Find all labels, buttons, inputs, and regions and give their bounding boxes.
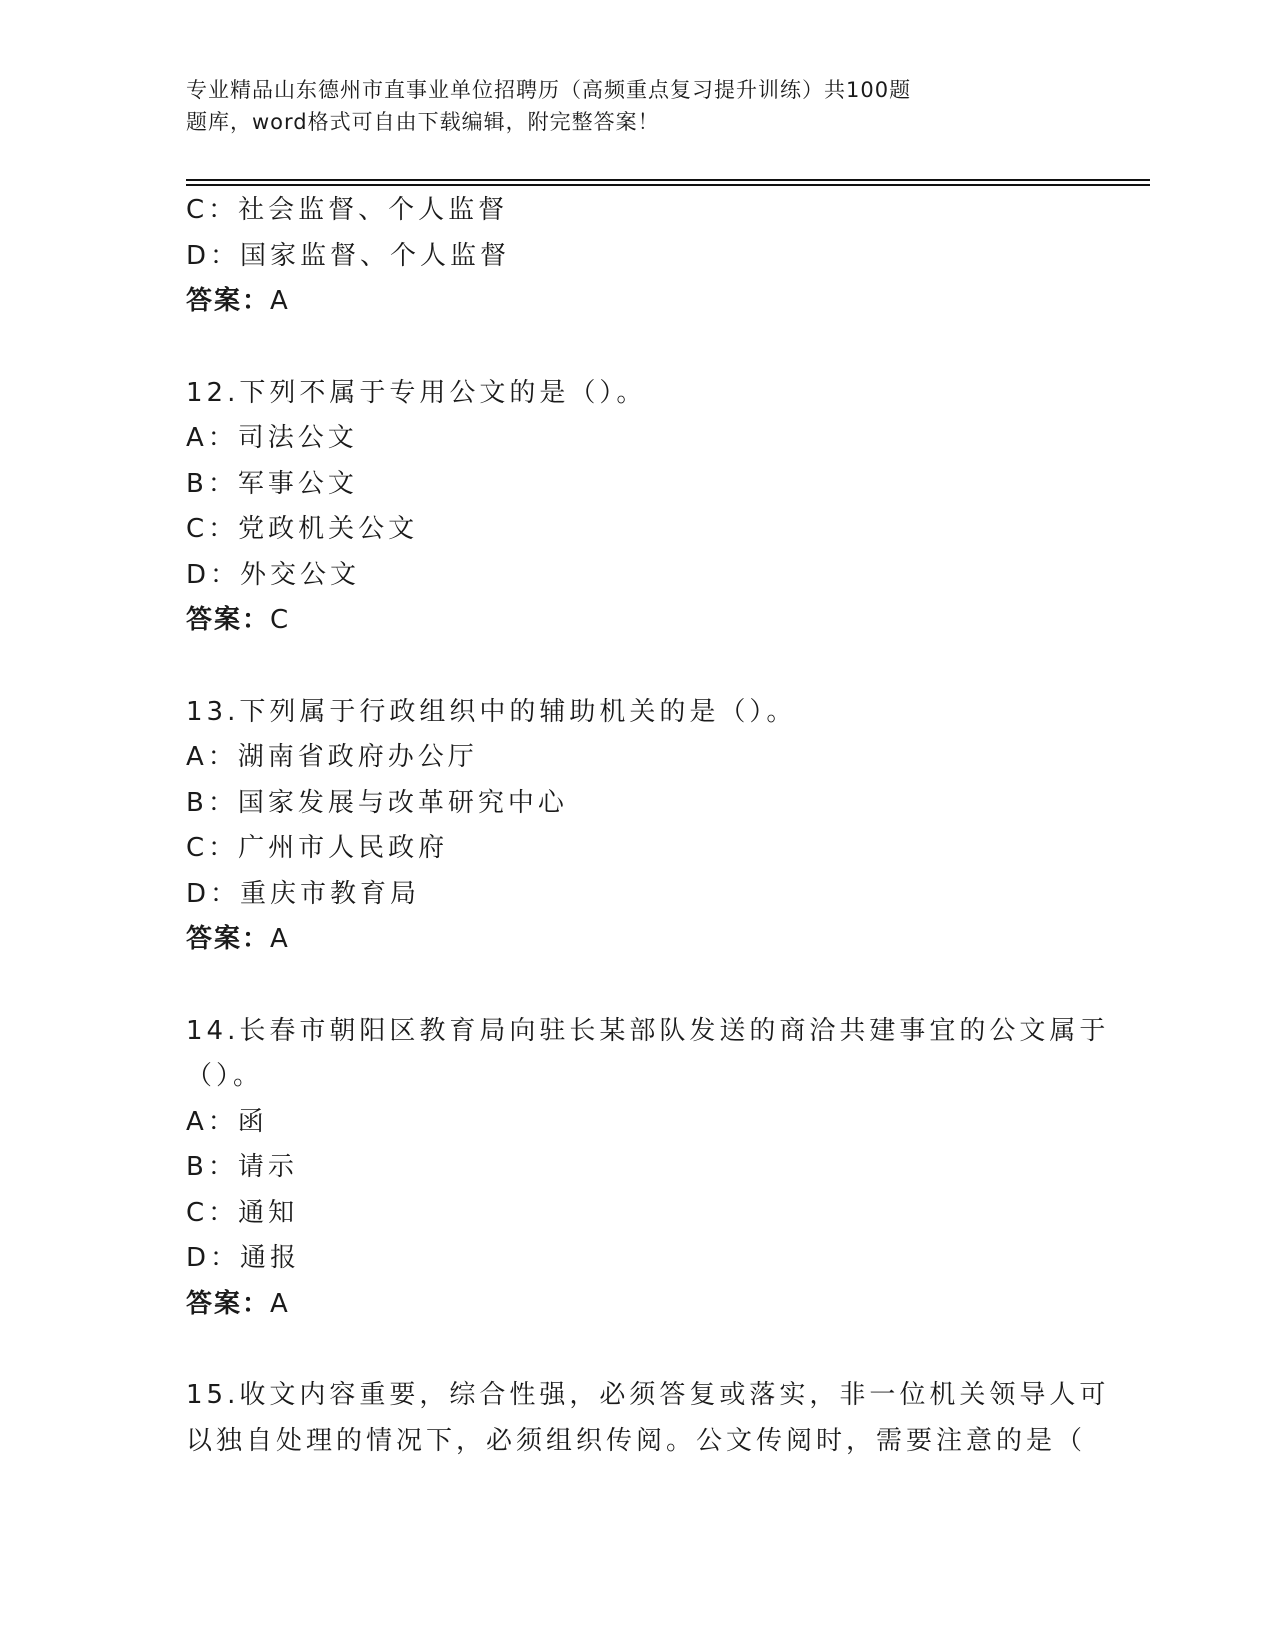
option-a: A：湖南省政府办公厅 <box>186 742 478 772</box>
answer-value: A <box>270 924 290 954</box>
question-content <box>186 188 1110 1464</box>
question-block-14 <box>186 1009 1110 1328</box>
header-title-line-1: 专业精品山东德州市直事业单位招聘历（高频重点复习提升训练）共100题 <box>186 78 912 102</box>
answer-line <box>186 1282 1086 1328</box>
spacer <box>186 1327 1086 1373</box>
answer-value: C <box>270 605 291 635</box>
answer-label: 答案： <box>186 924 271 954</box>
header-divider-top <box>186 179 1150 181</box>
option-d: D：国家监督、个人监督 <box>186 240 511 271</box>
answer-label: 答案： <box>186 1288 271 1319</box>
answer-line <box>186 279 1086 325</box>
question-block-12 <box>186 371 1086 644</box>
question-stem-line-2: （）。 <box>186 1061 264 1091</box>
question-block-13 <box>186 690 1086 963</box>
answer-value: A <box>270 286 290 316</box>
question-stem-line-1: 14.长春市朝阳区教育局向驻长某部队发送的商洽共建事宜的公文属于 <box>186 1015 1110 1046</box>
header-title-line-2: 题库，word格式可自由下载编辑，附完整答案！ <box>186 110 660 134</box>
option-b: B：国家发展与改革研究中心 <box>186 787 568 818</box>
option-a: A：司法公文 <box>186 423 358 453</box>
question-stem-line-1: 15.收文内容重要，综合性强，必须答复或落实，非一位机关领导人可 <box>186 1380 1110 1410</box>
question-stem: 13.下列属于行政组织中的辅助机关的是（）。 <box>186 696 797 727</box>
document-header <box>186 74 1026 138</box>
answer-value: A <box>270 1288 290 1319</box>
option-b: B：军事公文 <box>186 468 358 499</box>
answer-line <box>186 598 1086 644</box>
answer-label: 答案： <box>186 286 271 316</box>
spacer <box>186 963 1086 1009</box>
answer-label: 答案： <box>186 605 271 635</box>
question-block-11 <box>186 188 1086 325</box>
option-b: B：请示 <box>186 1152 298 1182</box>
question-block-15 <box>186 1373 1110 1464</box>
option-a: A：函 <box>186 1106 268 1137</box>
option-c: C：社会监督、个人监督 <box>186 195 509 225</box>
question-stem: 12.下列不属于专用公文的是（）。 <box>186 377 647 408</box>
option-c: C：通知 <box>186 1197 299 1228</box>
spacer <box>186 325 1086 371</box>
option-c: C：广州市人民政府 <box>186 833 449 863</box>
option-d: D：重庆市教育局 <box>186 878 421 909</box>
option-c: C：党政机关公文 <box>186 514 419 544</box>
answer-line <box>186 917 1086 963</box>
option-d: D：通报 <box>186 1243 301 1273</box>
question-stem-line-2: 以独自处理的情况下，必须组织传阅。公文传阅时，需要注意的是（ <box>186 1425 1087 1456</box>
spacer <box>186 644 1086 690</box>
option-d: D：外交公文 <box>186 559 361 590</box>
header-divider-bottom <box>186 184 1150 186</box>
